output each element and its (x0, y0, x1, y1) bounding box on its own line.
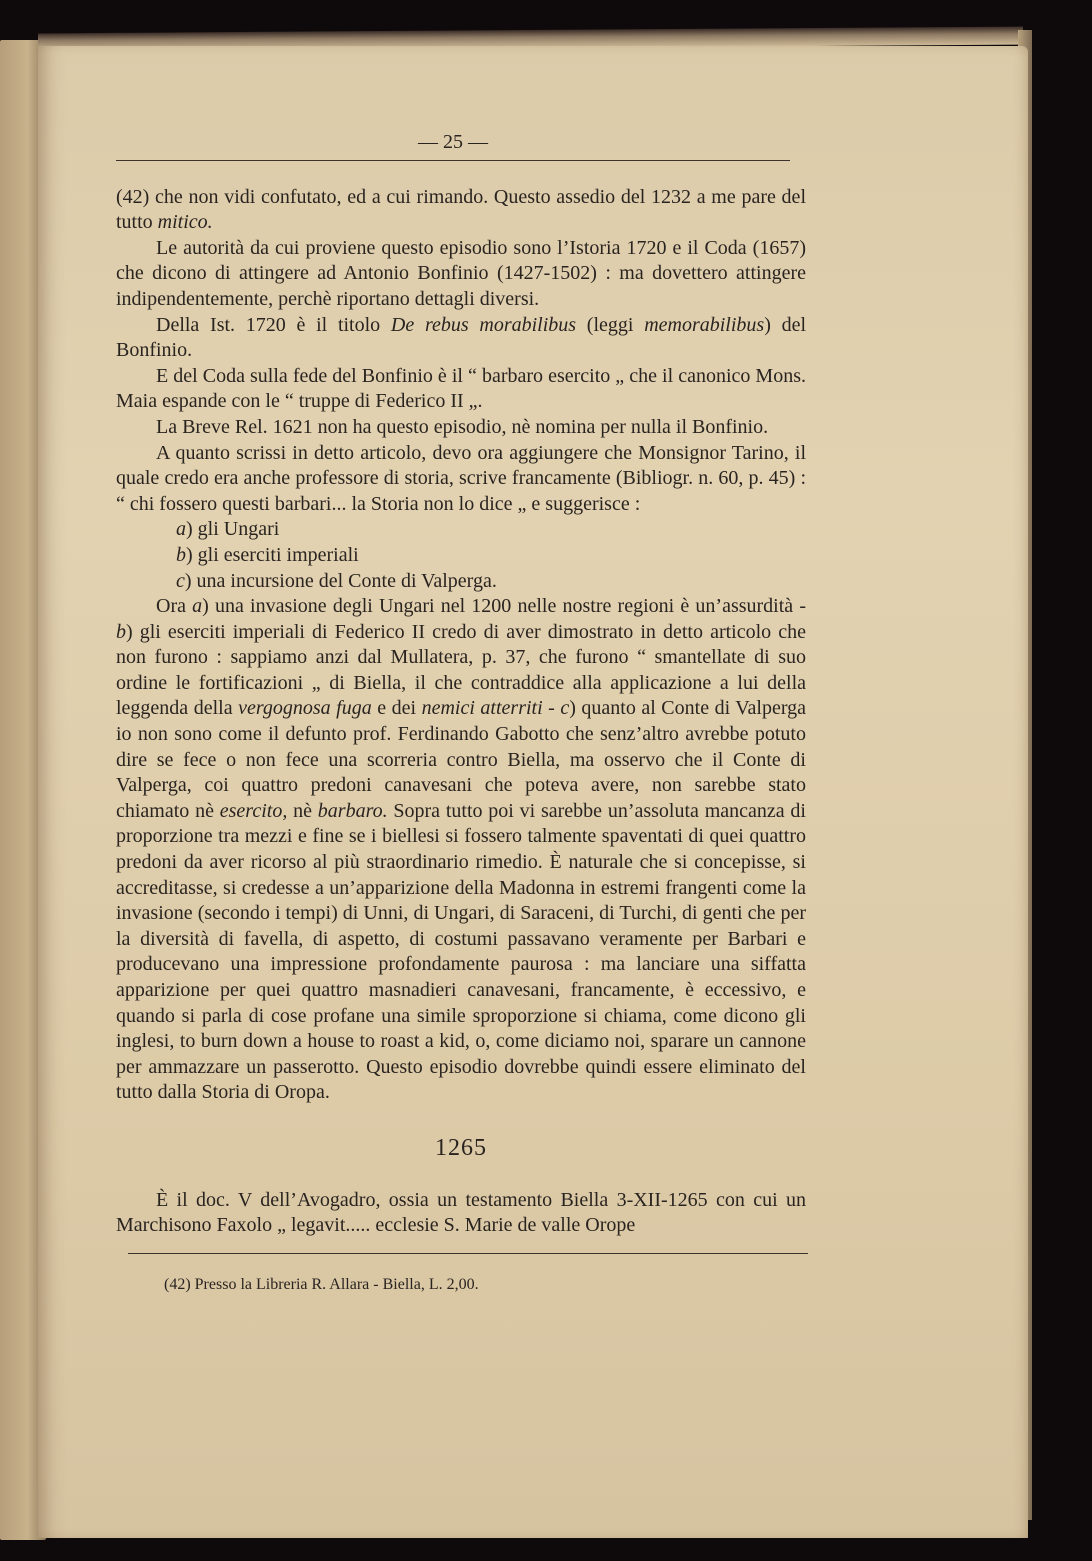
paragraph-text: Sopra tutto poi vi sarebbe un’assoluta mancanza di proporzione tra mezzi e fine se i biellesi si fossero talmente spaventati di quei quattro predoni da aver ricorso al più straordinario rimedio. È naturale che si concepisse, si accreditasse, si credesse a un’apparizione della Madonna in estremi frangenti come la invasione (secondo i tempi) di Unni, di Ungari, di Saraceni, di Turchi, di genti che per la diversità di favella, di aspetto, di costumi passavano veramente per Barbari e producevano una impressione profondamente paurosa : ma lanciare una siffatta apparizione per quei quattro masnadieri canavesani, francamente, è eccessivo, e quando si parla di cose profane una simile sproporzione si chiama, come dicono gli inglesi, to burn down a house to roast a kid, o, come diciamo noi, sparare un cannone per ammazzare un passerotto. Questo episodio dovrebbe quindi essere eliminato del tutto dalla Storia di Oropa. (116, 799, 806, 1104)
paragraph-5: La Breve Rel. 1621 non ha questo episodio, nè nomina per nulla il Bonfinio. (156, 415, 769, 438)
footnote: (42) Presso la Libreria R. Allara - Biella, L. 2,00. (164, 1275, 479, 1293)
list-marker: c (560, 697, 570, 720)
emphasis: nemici atterriti (421, 697, 543, 720)
list-marker: a (176, 518, 186, 541)
list-marker: b (116, 620, 126, 643)
emphasis: vergognosa fuga (238, 697, 372, 720)
paragraph-3 (116, 313, 806, 364)
section-heading-year: 1265 (435, 1134, 487, 1161)
paragraph-text: e dei (371, 697, 422, 720)
list-marker: c (176, 569, 185, 592)
paragraph-4: E del Coda sulla fede del Bonfinio è il “ barbaro esercito „ che il canonico Mons. Maia espande con le “ truppe di Federico II „. (116, 364, 806, 413)
emphasis: memorabilibus (644, 313, 765, 336)
paragraph-text: ) gli eserciti imperiali di Federico II credo di aver dimostrato in detto articolo che non furono : sappiamo anzi dal Mullatera, p. 37, che furono “ smantellate di suo ordine le fortificazioni „ di Biella, il che contraddice alla applicazione a lui della leggenda della (116, 620, 806, 720)
emphasis: De rebus morabilibus (390, 313, 577, 336)
paragraph-text: ) del Bonfinio. (116, 313, 807, 362)
page-content (116, 130, 806, 1297)
footnote-divider (128, 1253, 808, 1254)
paragraph-text: nè (287, 799, 318, 822)
paragraph-text: ) una invasione degli Ungari nel 1200 nelle nostre regioni è un’assurdità - (202, 595, 806, 618)
emphasis: mitico. (157, 211, 213, 234)
list-text: ) una incursione del Conte di Valperga. (184, 569, 497, 592)
paragraph-6: A quanto scrissi in detto articolo, devo ora aggiungere che Monsignor Tarino, il quale credo era anche professore di storia, scrive francamente (Bibliogr. n. 60, p. 45) : “ chi fossero questi barbari... la Storia non lo dice „ e suggerisce : (116, 441, 806, 515)
paragraph-text: ) quanto al Conte di Valperga io non sono come il defunto prof. Ferdinando Gabotto che senz’altro avrebbe potuto dire se fece o non fece una scorreria contro Biella, ma osservo che il Conte di Valperga, coi quattro predoni canavesani che poteva avere, non sarebbe stato chiamato nè (116, 697, 806, 822)
paragraph-7 (116, 594, 806, 1106)
paragraph-text: (leggi (576, 313, 645, 336)
emphasis: esercito, (219, 799, 288, 822)
paragraph-8: È il doc. V dell’Avogadro, ossia un testamento Biella 3-XII-1265 con cui un Marchisono Faxolo „ legavit..... ecclesie S. Marie de valle Orope (116, 1188, 806, 1237)
paragraph-text: (42) che non vidi confutato, ed a cui rimando. Questo assedio del 1232 a me pare del tutto (116, 185, 806, 234)
paragraph-text: - (542, 697, 561, 720)
list-item (116, 517, 806, 543)
paragraph-text: Della Ist. 1720 è il titolo (156, 313, 391, 336)
emphasis: barbaro. (317, 799, 388, 822)
list-marker: a (192, 595, 203, 618)
list-marker: b (176, 543, 186, 566)
paragraph-2: Le autorità da cui proviene questo episodio sono l’Istoria 1720 e il Coda (1657) che dicono di attingere ad Antonio Bonfinio (1427-1502) : ma dovettero attingere indipendentemente, perchè riportano dettagli diversi. (116, 236, 806, 310)
list-text: ) gli eserciti imperiali (186, 543, 359, 566)
paragraph-text: Ora (156, 595, 193, 618)
list-item (116, 543, 806, 569)
paragraph-1 (116, 185, 806, 236)
list-text: ) gli Ungari (186, 518, 280, 541)
list-item (116, 569, 806, 595)
page-number: — 25 — (116, 130, 790, 161)
